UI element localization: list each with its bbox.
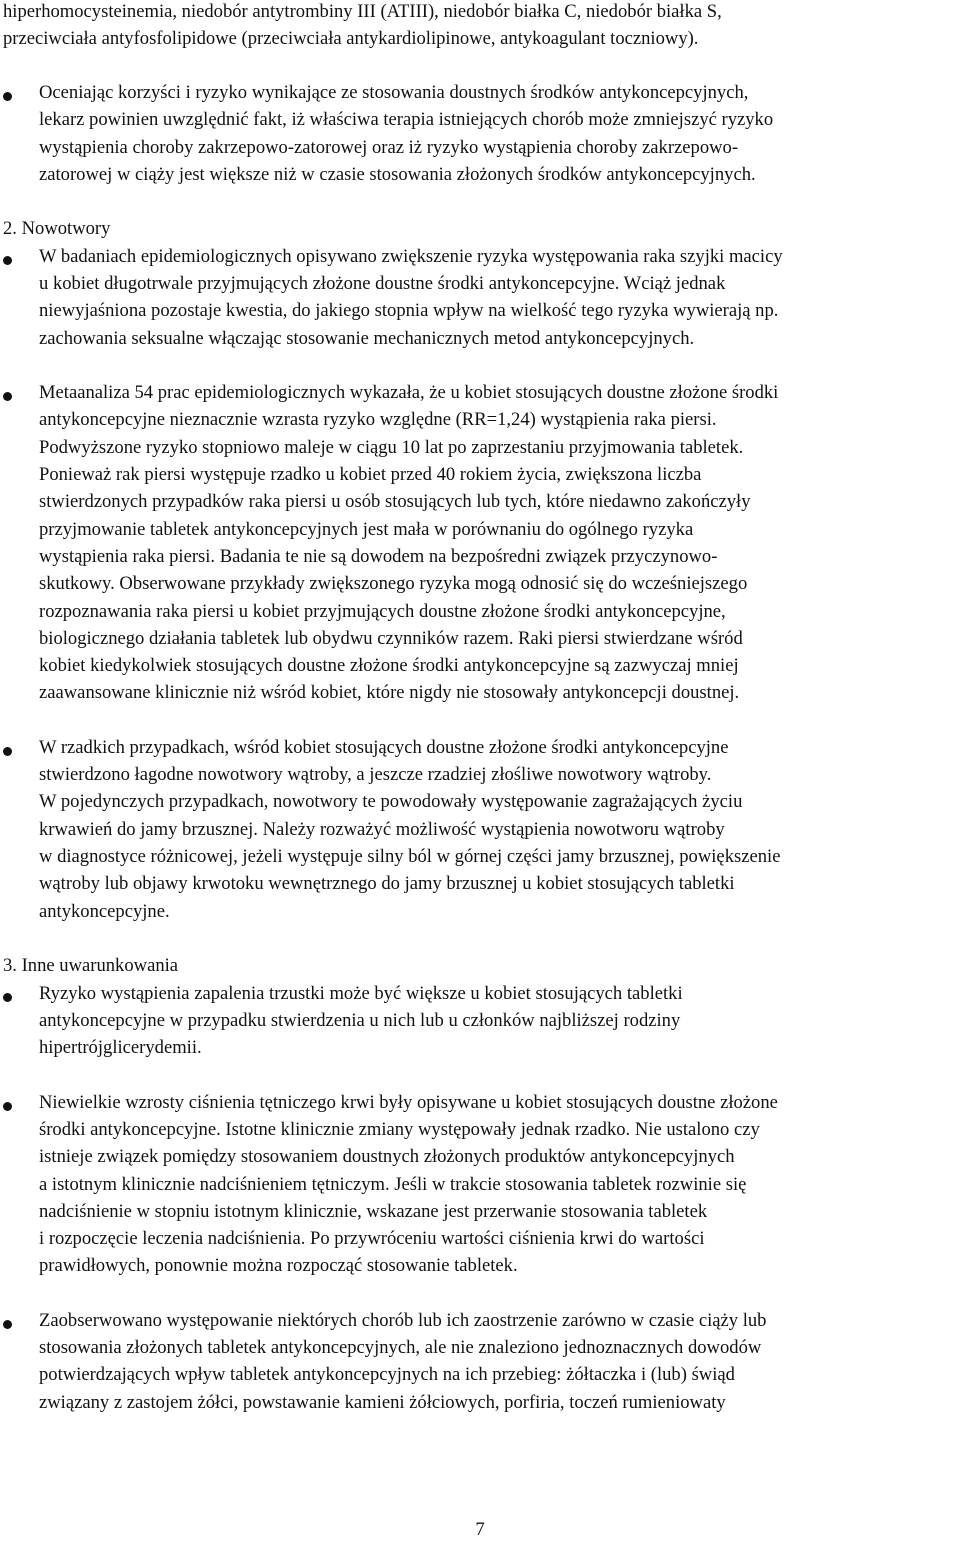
bullet-icon — [3, 256, 12, 265]
text-line: wątroby lub objawy krwotoku wewnętrznego do jamy brzusznej u kobiet stosujących tabletki — [39, 873, 735, 894]
text-line: stwierdzonych przypadków raka piersi u osób stosujących lub tych, które niedawno zakończyły — [39, 491, 751, 512]
text-line: W pojedynczych przypadkach, nowotwory te powodowały występowanie zagrażających życiu — [39, 791, 743, 812]
text-line: stosowania złożonych tabletek antykoncepcyjnych, ale nie znaleziono jednoznacznych dowodów — [39, 1337, 762, 1358]
text-line: zatorowej w ciąży jest większe niż w czasie stosowania złożonych środków antykoncepcyjnych. — [39, 164, 756, 185]
text-line: Metaanaliza 54 prac epidemiologicznych wykazała, że u kobiet stosujących doustne złożone środki — [39, 382, 779, 403]
text-line: istnieje związek pomiędzy stosowaniem doustnych złożonych produktów antykoncepcyjnych — [39, 1146, 735, 1167]
page-number: 7 — [475, 1519, 485, 1540]
text-line: w diagnostyce różnicowej, jeżeli występuje silny ból w górnej części jamy brzusznej, powiększenie — [39, 846, 781, 867]
section-heading: 3. Inne uwarunkowania — [3, 955, 179, 976]
text-line: Ryzyko wystąpienia zapalenia trzustki może być większe u kobiet stosujących tabletki — [39, 983, 683, 1004]
text-line: nadciśnienie w stopniu istotnym klinicznie, wskazane jest przerwanie stosowania tabletek — [39, 1201, 708, 1222]
text-line: wystąpienia choroby zakrzepowo-zatorowej oraz iż ryzyko wystąpienia choroby zakrzepowo- — [39, 137, 739, 158]
text-line: Oceniając korzyści i ryzyko wynikające ze stosowania doustnych środków antykoncepcyjnych, — [39, 82, 749, 103]
text-line: prawidłowych, ponownie można rozpocząć stosowanie tabletek. — [39, 1255, 518, 1276]
text-line: Niewielkie wzrosty ciśnienia tętniczego krwi były opisywane u kobiet stosujących doustne złożone — [39, 1092, 778, 1113]
text-line: niewyjaśniona pozostaje kwestia, do jakiego stopnia wpływ na wielkość tego ryzyka wywierają np. — [39, 300, 779, 321]
bullet-icon — [3, 1102, 12, 1111]
text-line: hiperhomocysteinemia, niedobór antytrombiny III (ATIII), niedobór białka C, niedobór białka S, — [3, 1, 722, 22]
text-line: hipertrójglicerydemii. — [39, 1037, 202, 1058]
bullet-icon — [3, 747, 12, 756]
text-line: zachowania seksualne włączając stosowanie mechanicznych metod antykoncepcyjnych. — [39, 328, 695, 349]
text-line: biologicznego działania tabletek lub obydwu czynników razem. Raki piersi stwierdzane wśród — [39, 628, 743, 649]
text-line: skutkowy. Obserwowane przykłady zwiększonego ryzyka mogą odnosić się do wcześniejszego — [39, 573, 748, 594]
text-line: antykoncepcyjne. — [39, 901, 170, 922]
bullet-icon — [3, 993, 12, 1002]
bullet-icon — [3, 92, 12, 101]
text-line: lekarz powinien uwzględnić fakt, iż właściwa terapia istniejących chorób może zmniejszyć ryzyko — [39, 109, 774, 130]
text-line: przyjmowanie tabletek antykoncepcyjnych jest mała w porównaniu do ogólnego ryzyka — [39, 519, 694, 540]
text-line: stwierdzono łagodne nowotwory wątroby, a jeszcze rzadziej złośliwe nowotwory wątroby. — [39, 764, 712, 785]
text-line: Zaobserwowano występowanie niektórych chorób lub ich zaostrzenie zarówno w czasie ciąży lub — [39, 1310, 767, 1331]
text-line: W rzadkich przypadkach, wśród kobiet stosujących doustne złożone środki antykoncepcyjne — [39, 737, 729, 758]
text-line: związany z zastojem żółci, powstawanie kamieni żółciowych, porfiria, toczeń rumieniowaty — [39, 1392, 726, 1413]
text-line: kobiet kiedykolwiek stosujących doustne złożone środki antykoncepcyjne są zazwyczaj mniej — [39, 655, 739, 676]
text-line: u kobiet długotrwale przyjmujących złożone doustne środki antykoncepcyjne. Wciąż jednak — [39, 273, 726, 294]
text-line: krwawień do jamy brzusznej. Należy rozważyć możliwość wystąpienia nowotworu wątroby — [39, 819, 725, 840]
text-line: zaawansowane klinicznie niż wśród kobiet, które nigdy nie stosowały antykoncepcji doustnej. — [39, 682, 740, 703]
text-line: rozpoznawania raka piersi u kobiet przyjmujących doustne złożone środki antykoncepcyjne, — [39, 601, 726, 622]
text-line: Ponieważ rak piersi występuje rzadko u kobiet przed 40 rokiem życia, zwiększona liczba — [39, 464, 702, 485]
text-line: antykoncepcyjne nieznacznie wzrasta ryzyko względne (RR=1,24) wystąpienia raka piersi. — [39, 409, 717, 430]
text-line: W badaniach epidemiologicznych opisywano zwiększenie ryzyka występowania raka szyjki macicy — [39, 246, 783, 267]
bullet-icon — [3, 1320, 12, 1329]
text-line: antykoncepcyjne w przypadku stwierdzenia u nich lub u członków najbliższej rodziny — [39, 1010, 681, 1031]
text-line: środki antykoncepcyjne. Istotne klinicznie zmiany występowały jednak rzadko. Nie ustalono czy — [39, 1119, 760, 1140]
text-line: przeciwciała antyfosfolipidowe (przeciwciała antykardiolipinowe, antykoagulant toczniowy). — [3, 28, 699, 49]
bullet-icon — [3, 392, 12, 401]
text-line: potwierdzających wpływ tabletek antykoncepcyjnych na ich przebieg: żółtaczka i (lub) świąd — [39, 1364, 735, 1385]
text-line: Podwyższone ryzyko stopniowo maleje w ciągu 10 lat po zaprzestaniu przyjmowania tabletek. — [39, 437, 744, 458]
text-line: wystąpienia raka piersi. Badania te nie są dowodem na bezpośredni związek przyczynowo- — [39, 546, 718, 567]
text-line: i rozpoczęcie leczenia nadciśnienia. Po przywróceniu wartości ciśnienia krwi do wartości — [39, 1228, 705, 1249]
section-heading: 2. Nowotwory — [3, 218, 111, 239]
text-line: a istotnym klinicznie nadciśnieniem tętniczym. Jeśli w trakcie stosowania tabletek rozwinie się — [39, 1174, 747, 1195]
